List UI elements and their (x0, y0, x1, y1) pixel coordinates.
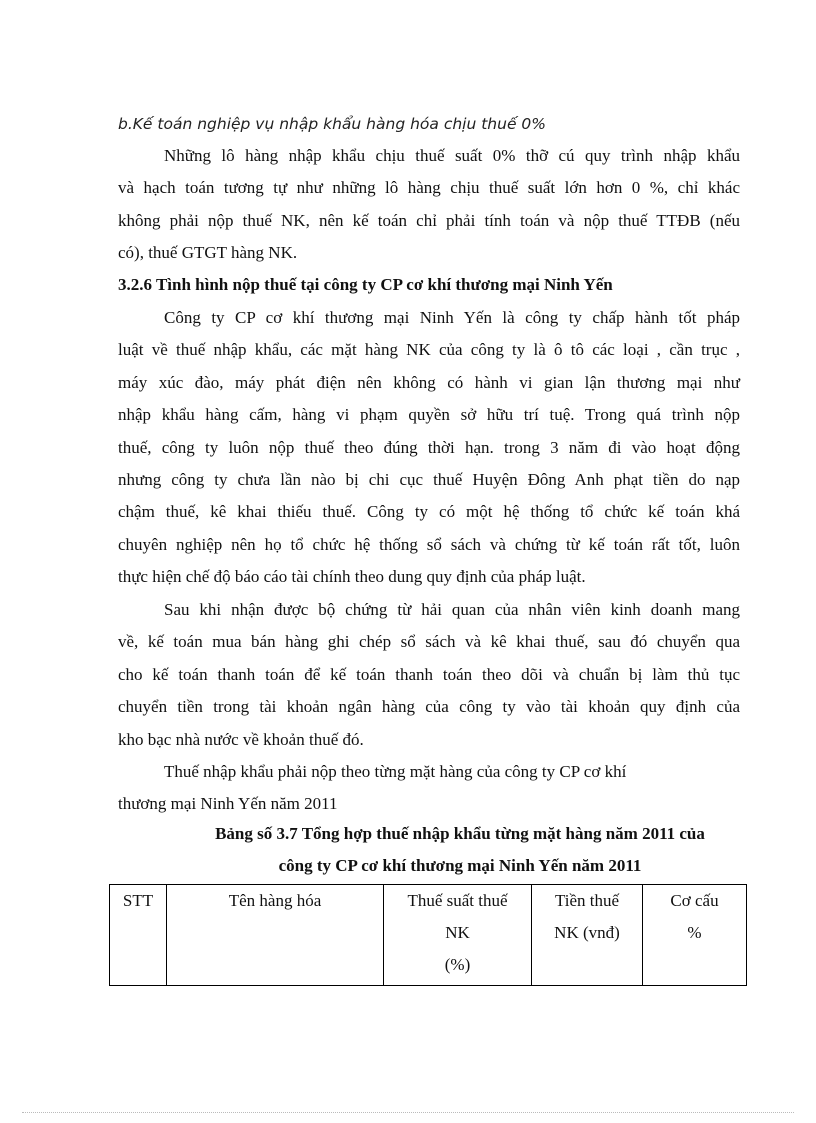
header-line: % (687, 923, 702, 942)
import-tax-table (109, 884, 747, 986)
header-cell-goods-name (167, 885, 384, 986)
text-line: chuyển tiền trong tài khoản ngân hàng của công ty vào tài khoản quy định của (118, 697, 740, 717)
paragraph-tax-compliance (118, 302, 740, 594)
table-caption-line: công ty CP cơ khí thương mại Ninh Yến năm 2011 (278, 856, 642, 876)
header-line: STT (122, 891, 154, 910)
paragraph-zero-tax (118, 140, 740, 270)
header-line: (%) (444, 955, 471, 974)
page-bottom-divider (22, 1112, 794, 1113)
header-cell-structure (643, 885, 747, 986)
header-line: Cơ cấu (670, 891, 719, 910)
text-line: Những lô hàng nhập khẩu chịu thuế suất 0% thỡ cú quy trình nhập khẩu (164, 146, 740, 165)
header-line: Tiền thuế (554, 891, 620, 910)
header-line: Thuế suất thuế (407, 891, 508, 910)
table-caption-line: Bảng số 3.7 Tổng hợp thuế nhập khẩu từng mặt hàng năm 2011 của (215, 824, 705, 843)
header-cell-stt (110, 885, 167, 986)
text-line: không phải nộp thuế NK, nên kế toán chỉ phải tính toán và nộp thuế TTĐB (nếu (118, 210, 740, 230)
text-line: và hạch toán tương tự như những lô hàng chịu thuế suất lớn hơn 0 %, chỉ khác (118, 178, 740, 198)
text-line: nhưng công ty chưa lần nào bị chi cục thuế Huyện Đông Anh phạt tiền do nạp (118, 470, 740, 490)
text-line: có), thuế GTGT hàng NK. (118, 243, 298, 263)
text-line: máy xúc đào, máy phát điện nên không có hành vi gian lận thương mại như (118, 372, 740, 392)
text-line: Sau khi nhận được bộ chứng từ hải quan của nhân viên kinh doanh mang (164, 600, 740, 619)
header-line: NK (vnđ) (554, 923, 620, 942)
header-cell-tax-amount (532, 885, 643, 986)
text-line: Thuế nhập khẩu phải nộp theo từng mặt hàng của công ty CP cơ khí (164, 762, 627, 781)
header-cell-tax-rate (384, 885, 532, 986)
text-line: nhập khẩu hàng cấm, hàng vi phạm quyền sở hữu trí tuệ. Trong quá trình nộp (118, 405, 740, 425)
text-line: thuế, công ty luôn nộp thuế theo đúng thời hạn. trong 3 năm đi vào hoạt động (118, 437, 740, 457)
section-heading: 3.2.6 Tình hình nộp thuế tại công ty CP cơ khí thương mại Ninh Yến (118, 275, 613, 294)
text-line: thực hiện chế độ báo cáo tài chính theo dung quy định của pháp luật. (118, 567, 586, 587)
table-header-row (110, 885, 747, 986)
text-line: luật về thuế nhập khẩu, các mặt hàng NK của công ty là ô tô các loại , cần trục , (118, 340, 740, 360)
paragraph-table-intro (118, 756, 740, 821)
table-caption (150, 818, 770, 883)
text-line: về, kế toán mua bán hàng ghi chép sổ sách và kê khai thuế, sau đó chuyển qua (118, 632, 740, 652)
header-line: Tên hàng hóa (228, 891, 322, 910)
paragraph-customs-docs (118, 594, 740, 756)
text-line: thương mại Ninh Yến năm 2011 (118, 794, 338, 814)
text-line: chậm thuế, kê khai thiếu thuế. Công ty có một hệ thống tổ chức kế toán khá (118, 502, 740, 522)
text-line: kho bạc nhà nước về khoản thuế đó. (118, 729, 364, 749)
text-line: chuyên nghiệp nên họ tổ chức hệ thống sổ sách và chứng từ kế toán rất tốt, luôn (118, 534, 740, 554)
subheading-b: b.Kế toán nghiệp vụ nhập khẩu hàng hóa chịu thuế 0% (118, 115, 547, 133)
text-line: Công ty CP cơ khí thương mại Ninh Yến là công ty chấp hành tốt pháp (164, 308, 740, 327)
text-line: cho kế toán thanh toán để kế toán thanh toán theo dõi và chuẩn bị làm thủ tục (118, 664, 740, 684)
header-line: NK (445, 923, 470, 942)
